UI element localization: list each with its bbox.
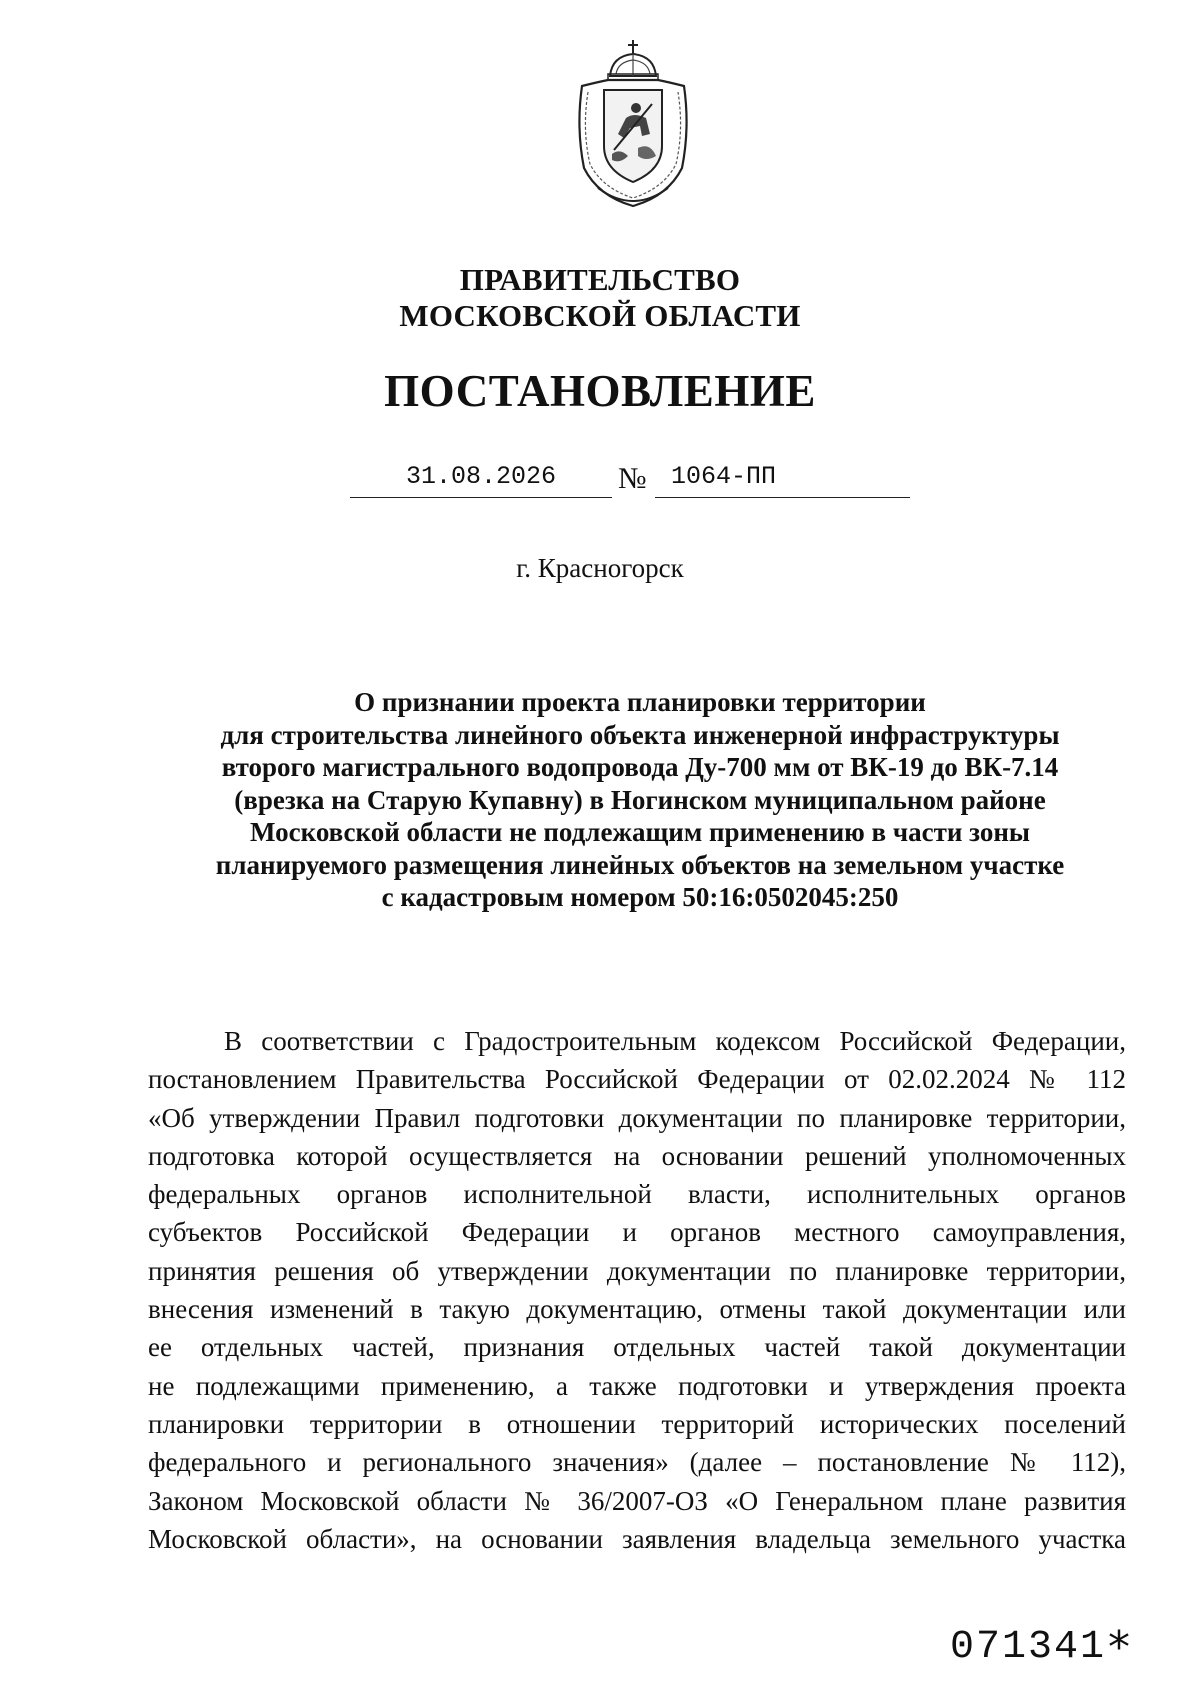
body-line: не подлежащими применению, а также подготовки и утверждения проекта xyxy=(148,1370,1126,1401)
body-line: В соответствии с Градостроительным кодексом Российской Федерации, xyxy=(224,1026,1126,1056)
date-number-line xyxy=(350,460,910,500)
document-number: 1064-ПП xyxy=(655,462,910,498)
government-line-2: МОСКОВСКОЙ ОБЛАСТИ xyxy=(399,298,801,333)
body-line: Законом Московской области № 36/2007-ОЗ «О Генеральном плане развития xyxy=(148,1485,1126,1516)
title-line: второго магистрального водопровода Ду-700 мм от ВК-19 до ВК-7.14 xyxy=(221,752,1059,782)
title-line: планируемого размещения линейных объектов на земельном участке xyxy=(215,849,1065,880)
body-line: планировки территории в отношении территорий исторических поселений xyxy=(148,1408,1126,1439)
body-line: Московской области», на основании заявления владельца земельного участка xyxy=(148,1523,1126,1554)
government-name xyxy=(0,262,1200,334)
body-line: «Об утверждении Правил подготовки документации по планировке территории, xyxy=(148,1102,1126,1133)
body-paragraph xyxy=(148,1022,1126,1558)
body-line: постановлением Правительства Российской Федерации от 02.02.2024 № 112 xyxy=(148,1064,1126,1095)
body-line: ее отдельных частей, признания отдельных частей такой документации xyxy=(148,1332,1126,1363)
title-line: О признании проекта планировки территории xyxy=(354,687,926,717)
body-line: федеральных органов исполнительной власти, исполнительных органов xyxy=(148,1179,1126,1210)
coat-of-arms-icon xyxy=(568,38,698,210)
title-line: с кадастровым номером 50:16:0502045:250 xyxy=(381,882,899,912)
title-line: для строительства линейного объекта инженерной инфраструктуры xyxy=(220,719,1060,750)
coat-of-arms-emblem xyxy=(568,38,698,210)
body-line: субъектов Российской Федерации и органов местного самоуправления, xyxy=(148,1217,1126,1248)
stamp-number: 071341 xyxy=(950,1625,1107,1670)
body-line: внесения изменений в такую документацию, отмены такой документации или xyxy=(148,1294,1126,1325)
body-line: подготовка которой осуществляется на основании решений уполномоченных xyxy=(148,1140,1126,1171)
title-line: (врезка на Старую Купавну) в Ногинском муниципальном районе xyxy=(234,784,1046,815)
document-date: 31.08.2026 xyxy=(350,462,612,498)
stamp-asterisk-icon: * xyxy=(1108,1622,1130,1673)
document-title xyxy=(160,686,1120,914)
city: г. Красногорск xyxy=(516,553,684,583)
government-line-1: ПРАВИТЕЛЬСТВО xyxy=(459,262,741,297)
number-sign: № xyxy=(618,462,647,495)
body-line: принятия решения об утверждении документации по планировке территории, xyxy=(148,1255,1126,1286)
document-type: ПОСТАНОВЛЕНИЕ xyxy=(384,366,816,416)
body-line: федерального и регионального значения» (далее – постановление № 112), xyxy=(148,1447,1126,1478)
title-line: Московской области не подлежащим применению в части зоны xyxy=(250,817,1030,847)
